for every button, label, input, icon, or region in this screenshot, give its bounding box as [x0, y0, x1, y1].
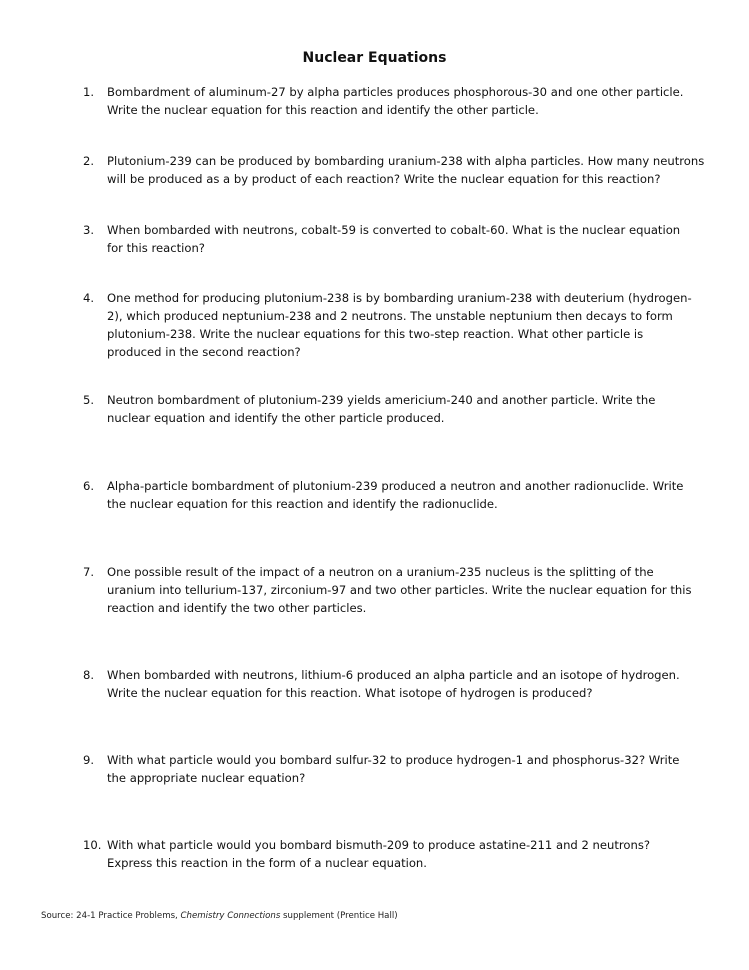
question-number: 8.: [83, 668, 95, 682]
question-text-line: the appropriate nuclear equation?: [107, 771, 306, 785]
question-text-line: With what particle would you bombard sulfur-32 to produce hydrogen-1 and phosphorus-32? Write: [107, 753, 680, 767]
question-text: [107, 152, 704, 188]
question-text-line: Write the nuclear equation for this reaction. What isotope of hydrogen is produced?: [107, 686, 593, 700]
question-text-line: With what particle would you bombard bismuth-209 to produce astatine-211 and 2 neutrons?: [107, 838, 651, 852]
question-text-line: nuclear equation and identify the other particle produced.: [107, 411, 445, 425]
source-prefix: Source: 24-1 Practice Problems,: [41, 911, 181, 921]
question-text-line: Neutron bombardment of plutonium-239 yields americium-240 and another particle. Write the: [107, 393, 656, 407]
question-text: [107, 751, 679, 787]
question-text-line: Express this reaction in the form of a nuclear equation.: [107, 856, 427, 870]
question-text-line: will be produced as a by product of each reaction? Write the nuclear equation for this reaction?: [107, 172, 661, 186]
question-text-line: Alpha-particle bombardment of plutonium-239 produced a neutron and another radionuclide. Write: [107, 479, 684, 493]
question-text: [107, 836, 650, 872]
question-text: [107, 391, 655, 427]
page-title: Nuclear Equations: [302, 50, 447, 66]
question-text-line: produced in the second reaction?: [107, 345, 301, 359]
question-text-line: plutonium-238. Write the nuclear equations for this two-step reaction. What other particle is: [107, 327, 644, 341]
question-text-line: 2), which produced neptunium-238 and 2 neutrons. The unstable neptunium then decays to form: [107, 309, 673, 323]
question-text-line: for this reaction?: [107, 241, 205, 255]
question-text: [107, 666, 680, 702]
question-number: 6.: [83, 479, 95, 493]
source-book-title: Chemistry Connections: [180, 911, 281, 921]
question-text: [107, 221, 680, 257]
question-text-line: One possible result of the impact of a neutron on a uranium-235 nucleus is the splitting of the: [107, 565, 654, 579]
question-text: [107, 289, 692, 361]
source-citation: [41, 911, 398, 921]
question-number: 10.: [83, 838, 102, 852]
question-text-line: Write the nuclear equation for this reaction and identify the other particle.: [107, 103, 539, 117]
question-text-line: When bombarded with neutrons, cobalt-59 is converted to cobalt-60. What is the nuclear equation: [107, 223, 681, 237]
question-text-line: Plutonium-239 can be produced by bombarding uranium-238 with alpha particles. How many neutrons: [107, 154, 705, 168]
question-number: 2.: [83, 154, 95, 168]
question-text: [107, 563, 692, 617]
question-number: 1.: [83, 85, 95, 99]
question-number: 4.: [83, 291, 95, 305]
question-text: [107, 83, 683, 119]
question-number: 5.: [83, 393, 95, 407]
source-suffix: supplement (Prentice Hall): [280, 911, 398, 921]
question-text-line: the nuclear equation for this reaction and identify the radionuclide.: [107, 497, 498, 511]
question-number: 7.: [83, 565, 95, 579]
question-text-line: One method for producing plutonium-238 is by bombarding uranium-238 with deuterium (hydrogen-: [107, 291, 692, 305]
question-text-line: When bombarded with neutrons, lithium-6 produced an alpha particle and an isotope of hydrogen.: [107, 668, 680, 682]
question-number: 9.: [83, 753, 95, 767]
question-text-line: reaction and identify the two other particles.: [107, 601, 367, 615]
question-text: [107, 477, 683, 513]
question-number: 3.: [83, 223, 95, 237]
question-text-line: uranium into tellurium-137, zirconium-97 and two other particles. Write the nuclear equation for this: [107, 583, 692, 597]
question-text-line: Bombardment of aluminum-27 by alpha particles produces phosphorous-30 and one other particle.: [107, 85, 684, 99]
